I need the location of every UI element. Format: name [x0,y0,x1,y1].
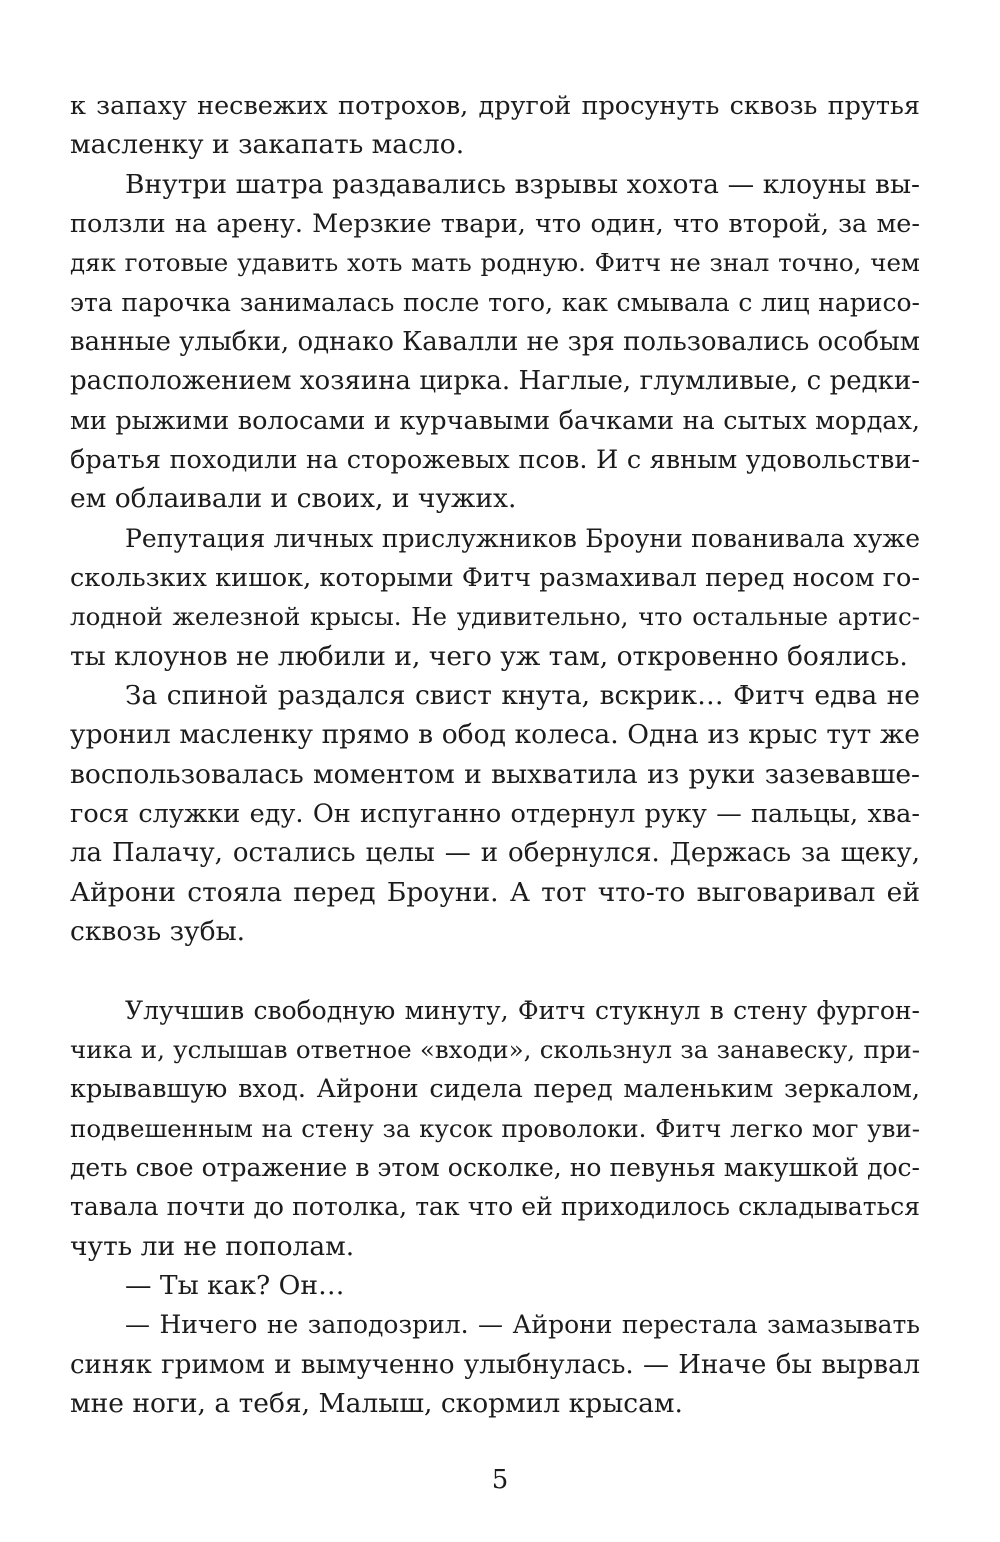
text-line: воспользовалась моментом и выхватила из руки зазевавше- [70,759,920,790]
text-line: мне ноги, а тебя, Малыш, скормил крысам. [70,1388,683,1419]
text-line: ты клоунов не любили и, чего уж там, откровенно боялись. [70,641,908,672]
text-line: чика и, услышав ответное «входи», скользнул за занавеску, при- [70,1035,920,1064]
text-line: дяк готовые удавить хоть мать родную. Фитч не знал точно, чем [70,248,920,277]
text-line: тавала почти до потолка, так что ей приходилось складываться [70,1192,920,1221]
text-line: Айрони стояла перед Броуни. А тот что-то выговаривал ей [70,877,920,908]
text-line: к запаху несвежих потрохов, другой просунуть сквозь прутья [70,91,920,121]
page-number: 5 [491,1465,509,1495]
text-line: эта парочка занималась после того, как смывала с лиц нарисо- [70,288,920,317]
text-line: подвешенным на стену за кусок проволоки. Фитч легко мог уви- [70,1114,920,1143]
text-line: — Ты как? Он… [125,1270,345,1301]
text-line: братья походили на сторожевых псов. И с явным удовольстви- [70,445,920,475]
text-line: Улучшив свободную минуту, Фитч стукнул в стену фургон- [125,996,920,1025]
text-line: сквозь зубы. [70,916,246,947]
text-line: скользких кишок, которыми Фитч размахивал перед носом го- [70,563,920,593]
text-line: масленку и закапать масло. [70,129,465,160]
text-line: чуть ли не пополам. [70,1231,355,1262]
text-line: гося служки еду. Он испуганно отдернул руку — пальцы, хва- [70,799,920,829]
text-line: лодной железной крысы. Не удивительно, что остальные артис- [70,602,920,631]
text-line: Репутация личных прислужников Броуни пованивала хуже [125,524,920,553]
text-line: Внутри шатра раздавались взрывы хохота — клоуны вы- [125,169,920,200]
text-line: — Ничего не заподозрил. — Айрони перестала замазывать [125,1310,920,1339]
text-line: крывавшую вход. Айрони сидела перед маленьким зеркалом, [70,1074,920,1104]
text-line: расположением хозяина цирка. Наглые, глумливые, с редки- [70,366,920,396]
text-line: ем облаивали и своих, и чужих. [70,483,517,514]
text-line: уронил масленку прямо в обод колеса. Одна из крыс тут же [70,719,920,750]
text-line: деть свое отражение в этом осколке, но певунья макушкой дос- [70,1153,920,1182]
text-line: ванные улыбки, однако Кавалли не зря пользовались особым [70,327,920,357]
text-line: За спиной раздался свист кнута, вскрик… Фитч едва не [125,680,920,711]
text-line: ла Палачу, остались целы — и обернулся. Держась за щеку, [70,838,920,868]
text-line: ползли на арену. Мерзкие твари, что один, что второй, за ме- [70,209,920,239]
text-line: синяк гримом и вымученно улыбнулась. — Иначе бы вырвал [70,1350,920,1380]
text-line: ми рыжими волосами и курчавыми бачками на сытых мордах, [70,406,920,436]
